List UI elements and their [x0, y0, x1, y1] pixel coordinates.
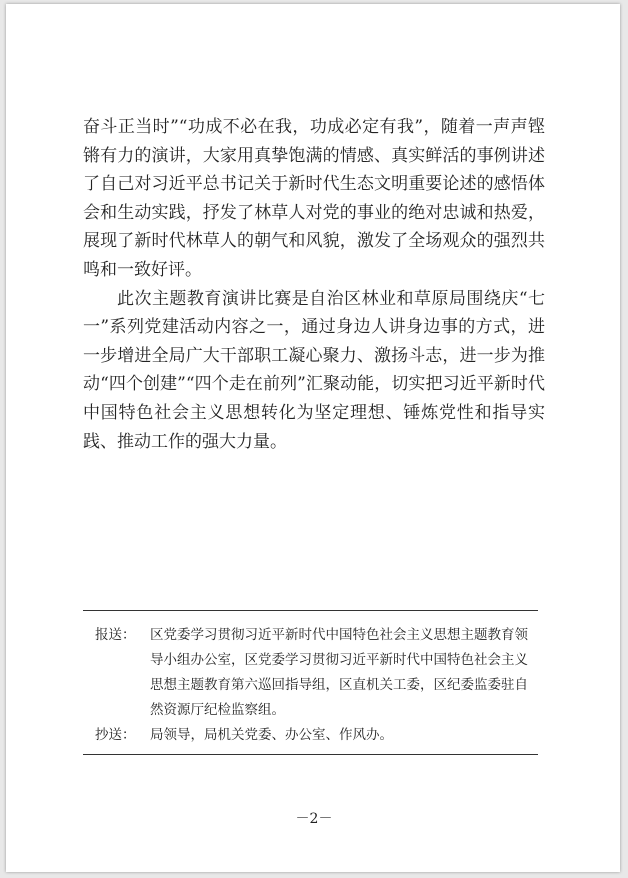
bottom-divider [83, 754, 538, 755]
report-to-label: 报送： [95, 627, 136, 643]
copy-to-label: 抄送： [95, 727, 136, 743]
report-to-recipients: 区党委学习贯彻习近平新时代中国特色社会主义思想主题教育领导小组办公室，区党委学习贯彻习近平新时代中国特色社会主义思想主题教育第六巡回指导组，区直机关工委，区纪委监委驻自然资源厅纪检监察组。 [150, 627, 528, 718]
report-to-row [83, 611, 538, 723]
paragraph-continuation: 奋斗正当时”“功成不必在我，功成必定有我”，随着一声声铿锵有力的演讲，大家用真挚饱满的情感、真实鲜活的事例讲述了自己对习近平总书记关于新时代生态文明重要论述的感悟体会和生动实践，抒发了林草人对党的事业的绝对忠诚和热爱，展现了新时代林草人的朝气和风貌，激发了全场观众的强烈共鸣和一致好评。 [83, 117, 545, 280]
document-body [83, 113, 545, 456]
paragraph-event-summary: 此次主题教育演讲比赛是自治区林业和草原局围绕庆“七一”系列党建活动内容之一，通过身边人讲身边事的方式，进一步增进全局广大干部职工凝心聚力、激扬斗志，进一步为推动“四个创建”“四个走在前列”汇聚动能，切实把习近平新时代中国特色社会主义思想转化为坚定理想、锤炼党性和指导实践、推动工作的强大力量。 [83, 288, 545, 452]
copy-to-recipients: 局领导，局机关党委、办公室、作风办。 [150, 727, 393, 743]
distribution-block [83, 610, 538, 755]
copy-to-row [83, 723, 538, 754]
page-number: －2－ [295, 811, 333, 827]
